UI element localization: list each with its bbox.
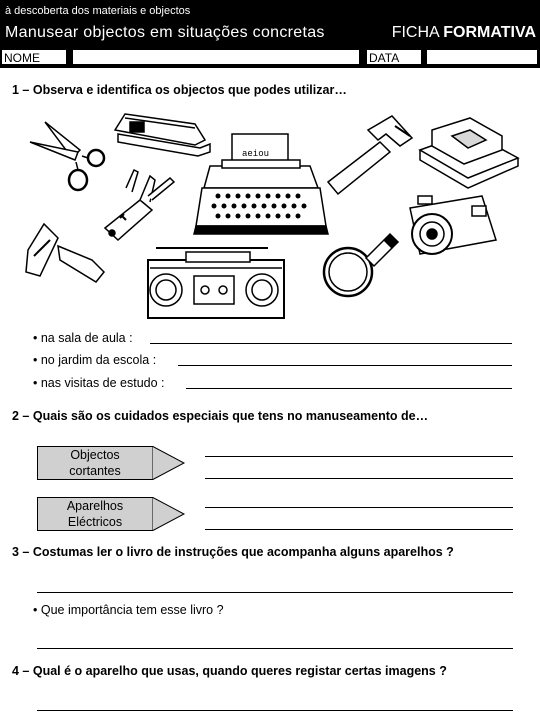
- ficha-bold: FORMATIVA: [443, 24, 536, 41]
- name-date-bar: [0, 46, 540, 68]
- answer-line-q4[interactable]: [37, 710, 513, 711]
- arrow-head-icon: [152, 497, 186, 531]
- q1-item-visits: • nas visitas de estudo :: [33, 376, 165, 390]
- scissors-icon: [30, 122, 104, 190]
- name-field[interactable]: [72, 49, 360, 65]
- cutting-objects-line1: Objectos: [70, 448, 120, 462]
- arrow-head-icon: [152, 446, 186, 480]
- q1-item-classroom: • na sala de aula :: [33, 331, 133, 345]
- pruning-shears-icon: [26, 224, 104, 282]
- question-4: 4 – Qual é o aparelho que usas, quando queres registar certas imagens ?: [12, 664, 447, 678]
- objects-illustration: [0, 100, 540, 330]
- question-3-sub: • Que importância tem esse livro ?: [33, 603, 224, 617]
- worksheet-title: Manusear objectos em situações concretas: [5, 24, 325, 41]
- radio-icon: [148, 248, 284, 318]
- answer-line-classroom[interactable]: [150, 343, 512, 344]
- typewriter-paper-text: aeiou: [242, 149, 270, 159]
- question-2: 2 – Quais são os cuidados especiais que tens no manuseamento de…: [12, 409, 429, 423]
- electrical-devices-line1: Aparelhos: [66, 499, 124, 513]
- date-label: DATA: [366, 49, 422, 65]
- question-3: 3 – Costumas ler o livro de instruções que acompanha alguns aparelhos ?: [12, 545, 454, 559]
- q1-item-garden: • no jardim da escola :: [33, 353, 157, 367]
- hole-punch-icon: [420, 118, 518, 188]
- pocket-knife-icon: [105, 170, 174, 240]
- series-title: à descoberta dos materiais e objectos: [5, 5, 191, 17]
- answer-line-q3-sub[interactable]: [37, 648, 513, 649]
- magnifying-glass-icon: [324, 234, 398, 296]
- ficha-label: [392, 24, 536, 42]
- answer-line-q3[interactable]: [37, 592, 513, 593]
- typewriter-icon: [194, 134, 328, 234]
- answer-line-garden[interactable]: [178, 365, 512, 366]
- stapler-icon: [115, 114, 210, 156]
- answer-line-cutting-1[interactable]: [205, 456, 513, 457]
- answer-line-visits[interactable]: [186, 388, 512, 389]
- question-1: 1 – Observa e identifica os objectos que podes utilizar…: [12, 83, 347, 97]
- cutting-objects-box: [37, 446, 153, 480]
- camera-icon: [410, 196, 496, 254]
- header-banner: [0, 0, 540, 46]
- electrical-devices-line2: Eléctricos: [67, 515, 123, 529]
- electrical-devices-box: [37, 497, 153, 531]
- date-field[interactable]: [426, 49, 538, 65]
- name-label: NOME: [1, 49, 67, 65]
- cutting-objects-line2: cortantes: [69, 464, 121, 478]
- hammer-icon: [328, 116, 412, 194]
- answer-line-electrical-2[interactable]: [205, 529, 513, 530]
- answer-line-cutting-2[interactable]: [205, 478, 513, 479]
- answer-line-electrical-1[interactable]: [205, 507, 513, 508]
- ficha-prefix: FICHA: [391, 24, 439, 41]
